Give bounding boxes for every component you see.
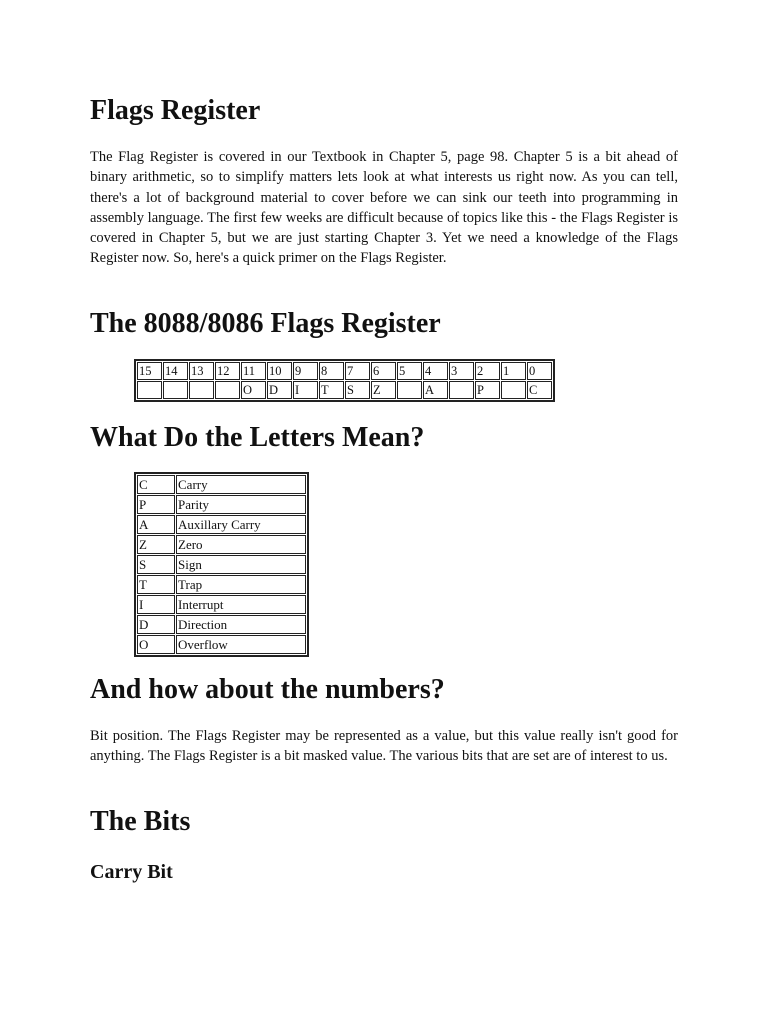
flags-bit-table (134, 359, 555, 402)
flag-meaning: Sign (176, 555, 306, 574)
flags-register-heading: The 8088/8086 Flags Register (90, 308, 441, 339)
flag-letter-cell (163, 381, 188, 399)
carry-bit-heading: Carry Bit (90, 861, 173, 883)
flag-letter: I (137, 595, 175, 614)
flag-letter-cell: D (267, 381, 292, 399)
letter-meaning-table (134, 472, 309, 657)
flag-letter-cell: P (475, 381, 500, 399)
table-row (137, 495, 306, 514)
bit-position-cell: 7 (345, 362, 370, 380)
bit-position-cell: 3 (449, 362, 474, 380)
flag-letter-cell (137, 381, 162, 399)
bit-position-cell: 9 (293, 362, 318, 380)
bit-position-cell: 10 (267, 362, 292, 380)
table-row (137, 615, 306, 634)
flag-meaning: Auxillary Carry (176, 515, 306, 534)
flag-letter-cell: I (293, 381, 318, 399)
flag-meaning: Carry (176, 475, 306, 494)
flag-letter-cell: S (345, 381, 370, 399)
table-row (137, 575, 306, 594)
bit-position-cell: 14 (163, 362, 188, 380)
flag-meaning: Direction (176, 615, 306, 634)
flag-letter: Z (137, 535, 175, 554)
flag-letter-cell (189, 381, 214, 399)
bit-position-cell: 1 (501, 362, 526, 380)
flag-letter-cell (397, 381, 422, 399)
numbers-paragraph: Bit position. The Flags Register may be represented as a value, but this value really isn't good for anything. The Flags Register is a bit masked value. The various bits that are set are of interest to us. (90, 728, 678, 765)
bit-position-cell: 12 (215, 362, 240, 380)
bit-position-cell: 0 (527, 362, 552, 380)
flag-letter-cell: C (527, 381, 552, 399)
flag-meaning: Parity (176, 495, 306, 514)
flag-meaning: Trap (176, 575, 306, 594)
flag-letter-cell (501, 381, 526, 399)
table-row (137, 635, 306, 654)
flag-letter-cell: A (423, 381, 448, 399)
flag-letter: A (137, 515, 175, 534)
table-row (137, 555, 306, 574)
bit-position-cell: 13 (189, 362, 214, 380)
flag-letter: O (137, 635, 175, 654)
flag-letter: C (137, 475, 175, 494)
flag-meaning: Zero (176, 535, 306, 554)
flag-letter-row (137, 381, 552, 399)
letters-heading: What Do the Letters Mean? (90, 422, 425, 453)
flag-letter-cell (215, 381, 240, 399)
flag-letter-cell: Z (371, 381, 396, 399)
bit-position-cell: 8 (319, 362, 344, 380)
bit-position-row (137, 362, 552, 380)
flag-letter-cell (449, 381, 474, 399)
bit-position-cell: 6 (371, 362, 396, 380)
page-title: Flags Register (90, 95, 261, 126)
numbers-heading: And how about the numbers? (90, 674, 445, 705)
flag-meaning: Overflow (176, 635, 306, 654)
flag-meaning: Interrupt (176, 595, 306, 614)
bit-position-cell: 15 (137, 362, 162, 380)
flag-letter: D (137, 615, 175, 634)
bit-position-cell: 2 (475, 362, 500, 380)
intro-paragraph: The Flag Register is covered in our Textbook in Chapter 5, page 98. Chapter 5 is a bit ahead of binary arithmetic, so to simplify matters lets look at what interests us right now. As you can tell, there's a lot of background material to cover before we can sink our teeth into programming in assembly language. The first few weeks are difficult because of topics like this - the Flags Register is covered in Chapter 5, but we are just starting Chapter 3. Yet we need a knowledge of the Flags Register now. So, here's a quick primer on the Flags Register. (90, 149, 678, 267)
bits-heading: The Bits (90, 806, 191, 837)
table-row (137, 595, 306, 614)
bit-position-cell: 4 (423, 362, 448, 380)
bit-position-cell: 11 (241, 362, 266, 380)
table-row (137, 535, 306, 554)
flag-letter-cell: O (241, 381, 266, 399)
flag-letter: P (137, 495, 175, 514)
table-row (137, 475, 306, 494)
flag-letter: S (137, 555, 175, 574)
flag-letter-cell: T (319, 381, 344, 399)
bit-position-cell: 5 (397, 362, 422, 380)
table-row (137, 515, 306, 534)
flag-letter: T (137, 575, 175, 594)
